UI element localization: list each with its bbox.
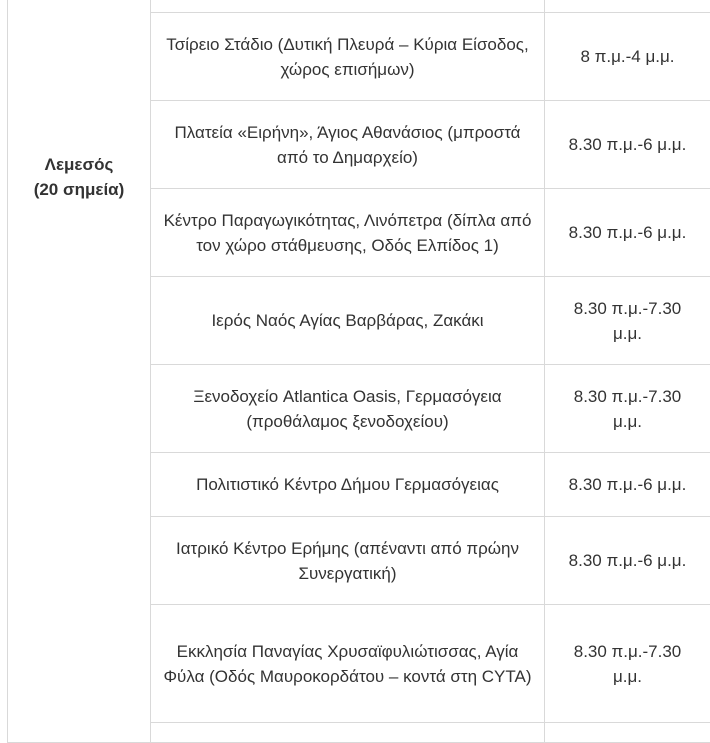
hours-cell: 8.30 π.μ.-6 μ.μ.	[545, 189, 710, 277]
location-cell: Πολιτιστικό Κέντρο Δήμου Γερμασόγειας	[151, 453, 545, 517]
location-cell: Ξενοδοχείο Atlantica Oasis, Γερμασόγεια (προθάλαμος ξενοδοχείου)	[151, 365, 545, 453]
hours-cell: 8.30 π.μ.-7.30 μ.μ.	[545, 277, 710, 365]
region-name: Λεμεσός	[20, 152, 138, 177]
sites-table-container	[7, 0, 710, 743]
hours-cell: 8 π.μ.-4 μ.μ.	[545, 13, 710, 101]
hours-cell: 8.30 π.μ.-6 μ.μ.	[545, 517, 710, 605]
location-cell: Πλατεία «Ειρήνη», Άγιος Αθανάσιος (μπροστά από το Δημαρχείο)	[151, 101, 545, 189]
location-cell: Ιατρικό Κέντρο Ερήμης (απέναντι από πρώην Συνεργατική)	[151, 517, 545, 605]
location-cell	[151, 723, 545, 743]
hours-cell: 8.30 π.μ.-7.30 μ.μ.	[545, 365, 710, 453]
location-cell	[151, 0, 545, 13]
hours-cell: 8.30 π.μ.-6 μ.μ.	[545, 453, 710, 517]
location-cell: Τσίρειο Στάδιο (Δυτική Πλευρά – Κύρια Είσοδος, χώρος επισήμων)	[151, 13, 545, 101]
hours-cell: 8.30 π.μ.-7.30 μ.μ.	[545, 605, 710, 723]
hours-cell	[545, 0, 710, 13]
hours-cell: 8.30 π.μ.-6 μ.μ.	[545, 101, 710, 189]
table-row	[8, 0, 710, 13]
hours-cell	[545, 723, 710, 743]
region-count: (20 σημεία)	[20, 177, 138, 202]
testing-sites-table	[7, 0, 710, 743]
location-cell: Κέντρο Παραγωγικότητας, Λινόπετρα (δίπλα από τον χώρο στάθμευσης, Οδός Ελπίδος 1)	[151, 189, 545, 277]
region-cell	[8, 0, 151, 743]
location-cell: Εκκλησία Παναγίας Χρυσαϊφυλιώτισσας, Αγία Φύλα (Οδός Μαυροκορδάτου – κοντά στη CYTA)	[151, 605, 545, 723]
location-cell: Ιερός Ναός Αγίας Βαρβάρας, Ζακάκι	[151, 277, 545, 365]
